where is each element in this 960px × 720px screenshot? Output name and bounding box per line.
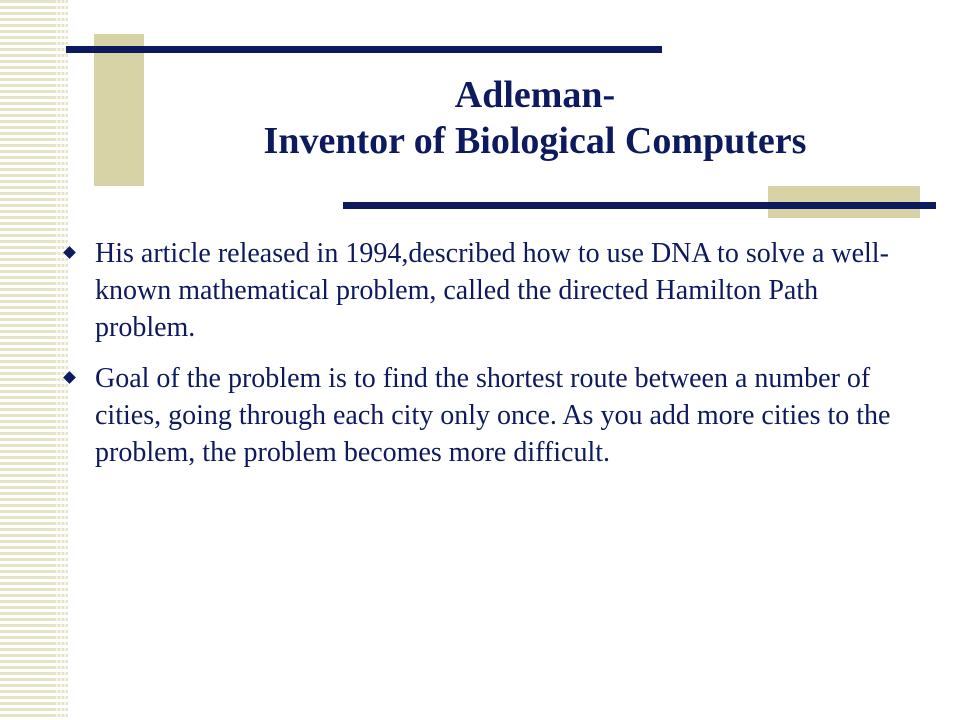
bullet-item xyxy=(62,360,912,471)
title-rule-top xyxy=(66,46,662,53)
bullet-text: Goal of the problem is to find the shortest route between a number of cities, going through each city only once. As you add more cities to the problem, the problem becomes more difficult. xyxy=(95,363,891,468)
slide-title xyxy=(110,72,960,164)
diamond-bullet-icon xyxy=(63,371,76,384)
diamond-bullet-icon xyxy=(63,246,76,259)
bullet-list xyxy=(62,235,912,485)
slide-title-line-2: Inventor of Biological Computers xyxy=(263,120,807,162)
slide-title-line-1: Adleman- xyxy=(454,74,616,116)
decorative-stripe-band xyxy=(0,0,68,720)
bullet-text: His article released in 1994,described how to use DNA to solve a well-known mathematical problem, called the directed Hamilton Path problem. xyxy=(95,238,889,343)
title-rule-bottom xyxy=(343,202,936,209)
bullet-item xyxy=(62,235,912,346)
